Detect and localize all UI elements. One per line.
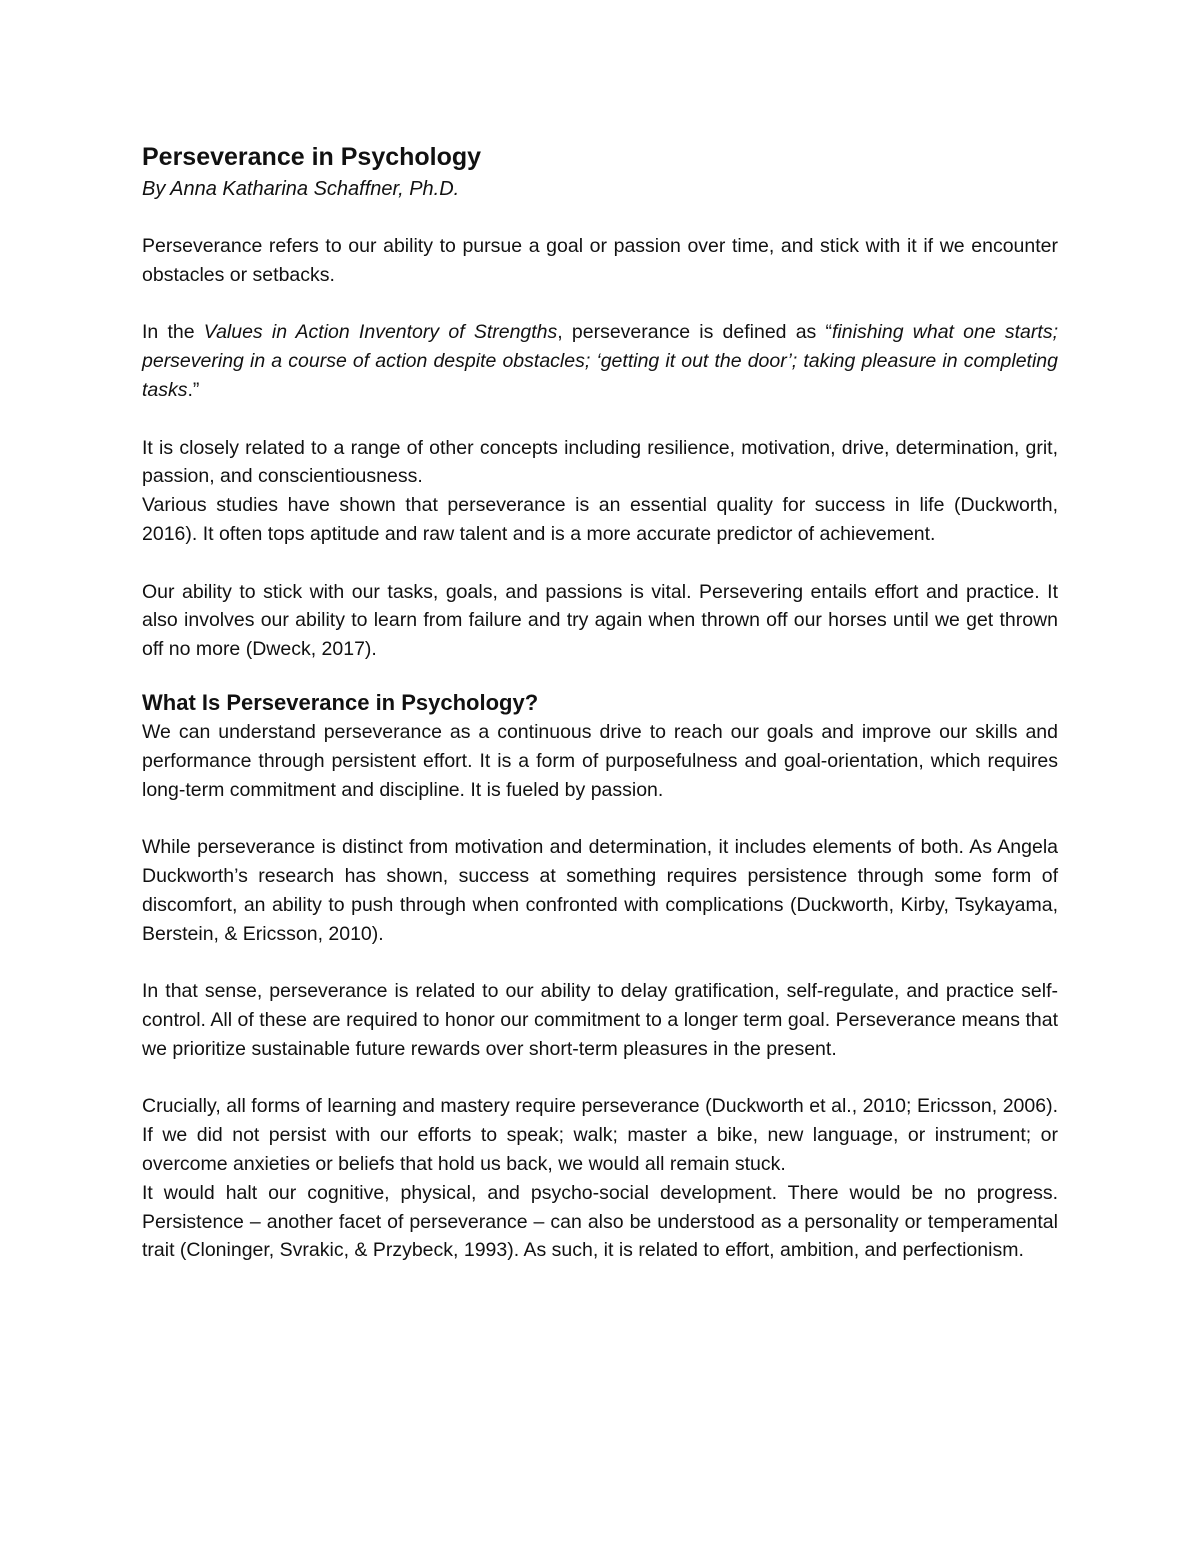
paragraph-learning-mastery: Crucially, all forms of learning and mastery require perseverance (Duckworth et al., 2010; Ericsson, 2006). If we did not persist with our efforts to speak; walk; master a bike, new language, or instrument; or overcome anxieties or beliefs that hold us back, we would all remain stuck.	[142, 1095, 1058, 1175]
author-byline: By Anna Katharina Schaffner, Ph.D.	[142, 178, 460, 200]
section-heading: What Is Perseverance in Psychology?	[142, 689, 539, 715]
document-title: Perseverance in Psychology	[142, 143, 482, 171]
paragraph-distinct: While perseverance is distinct from motivation and determination, it includes elements of both. As Angela Duckworth’s research has shown, success at something requires persistence through some form of discomfort, an ability to push through when confronted with complications (Duckworth, Kirby, Tsykayama, Berstein, & Ericsson, 2010).	[142, 836, 1058, 945]
definition-quote: finishing what one starts; persevering in a course of action despite obstacles; ‘getting it out the door’; taking pleasure in completing tasks	[142, 321, 1058, 401]
paragraph-development: It would halt our cognitive, physical, and psycho-social development. There would be no progress. Persistence – another facet of perseverance – can also be understood as a personality or temperamental trait (Cloninger, Svrakic, & Przybeck, 1993). As such, it is related to effort, ambition, and perfectionism.	[142, 1181, 1058, 1262]
paragraph-definition: Perseverance refers to our ability to pursue a goal or passion over time, and stick with it if we encounter obstacles or setbacks.	[142, 235, 1058, 286]
paragraph-continuous-drive: We can understand perseverance as a continuous drive to reach our goals and improve our skills and performance through persistent effort. It is a form of purposefulness and goal-orientation, which requires long-term commitment and discipline. It is fueled by passion.	[142, 720, 1058, 801]
paragraph-related-concepts: It is closely related to a range of other concepts including resilience, motivation, drive, determination, grit, passion, and conscientiousness.	[142, 436, 1058, 488]
paragraph-delay-gratification: In that sense, perseverance is related to our ability to delay gratification, self-regulate, and practice self-control. All of these are required to honor our commitment to a longer term goal. Perseverance means that we prioritize sustainable future rewards over short-term pleasures in the present.	[142, 980, 1058, 1060]
paragraph-studies: Various studies have shown that perseverance is an essential quality for success in life (Duckworth, 2016). It often tops aptitude and raw talent and is a more accurate predictor of achievement.	[142, 494, 1058, 545]
paragraph-via-definition: In the Values in Action Inventory of Strengths, perseverance is defined as “finishing what one starts; persevering in a course of action despite obstacles; ‘getting it out the door’; taking pleasure in completing tasks.”	[142, 321, 1058, 401]
paragraph-ability: Our ability to stick with our tasks, goals, and passions is vital. Persevering entails effort and practice. It also involves our ability to learn from failure and try again when thrown off our horses until we get thrown off no more (Dweck, 2017).	[142, 580, 1058, 661]
inventory-title: Values in Action Inventory of Strengths	[203, 321, 558, 344]
document-page	[142, 140, 1058, 1265]
